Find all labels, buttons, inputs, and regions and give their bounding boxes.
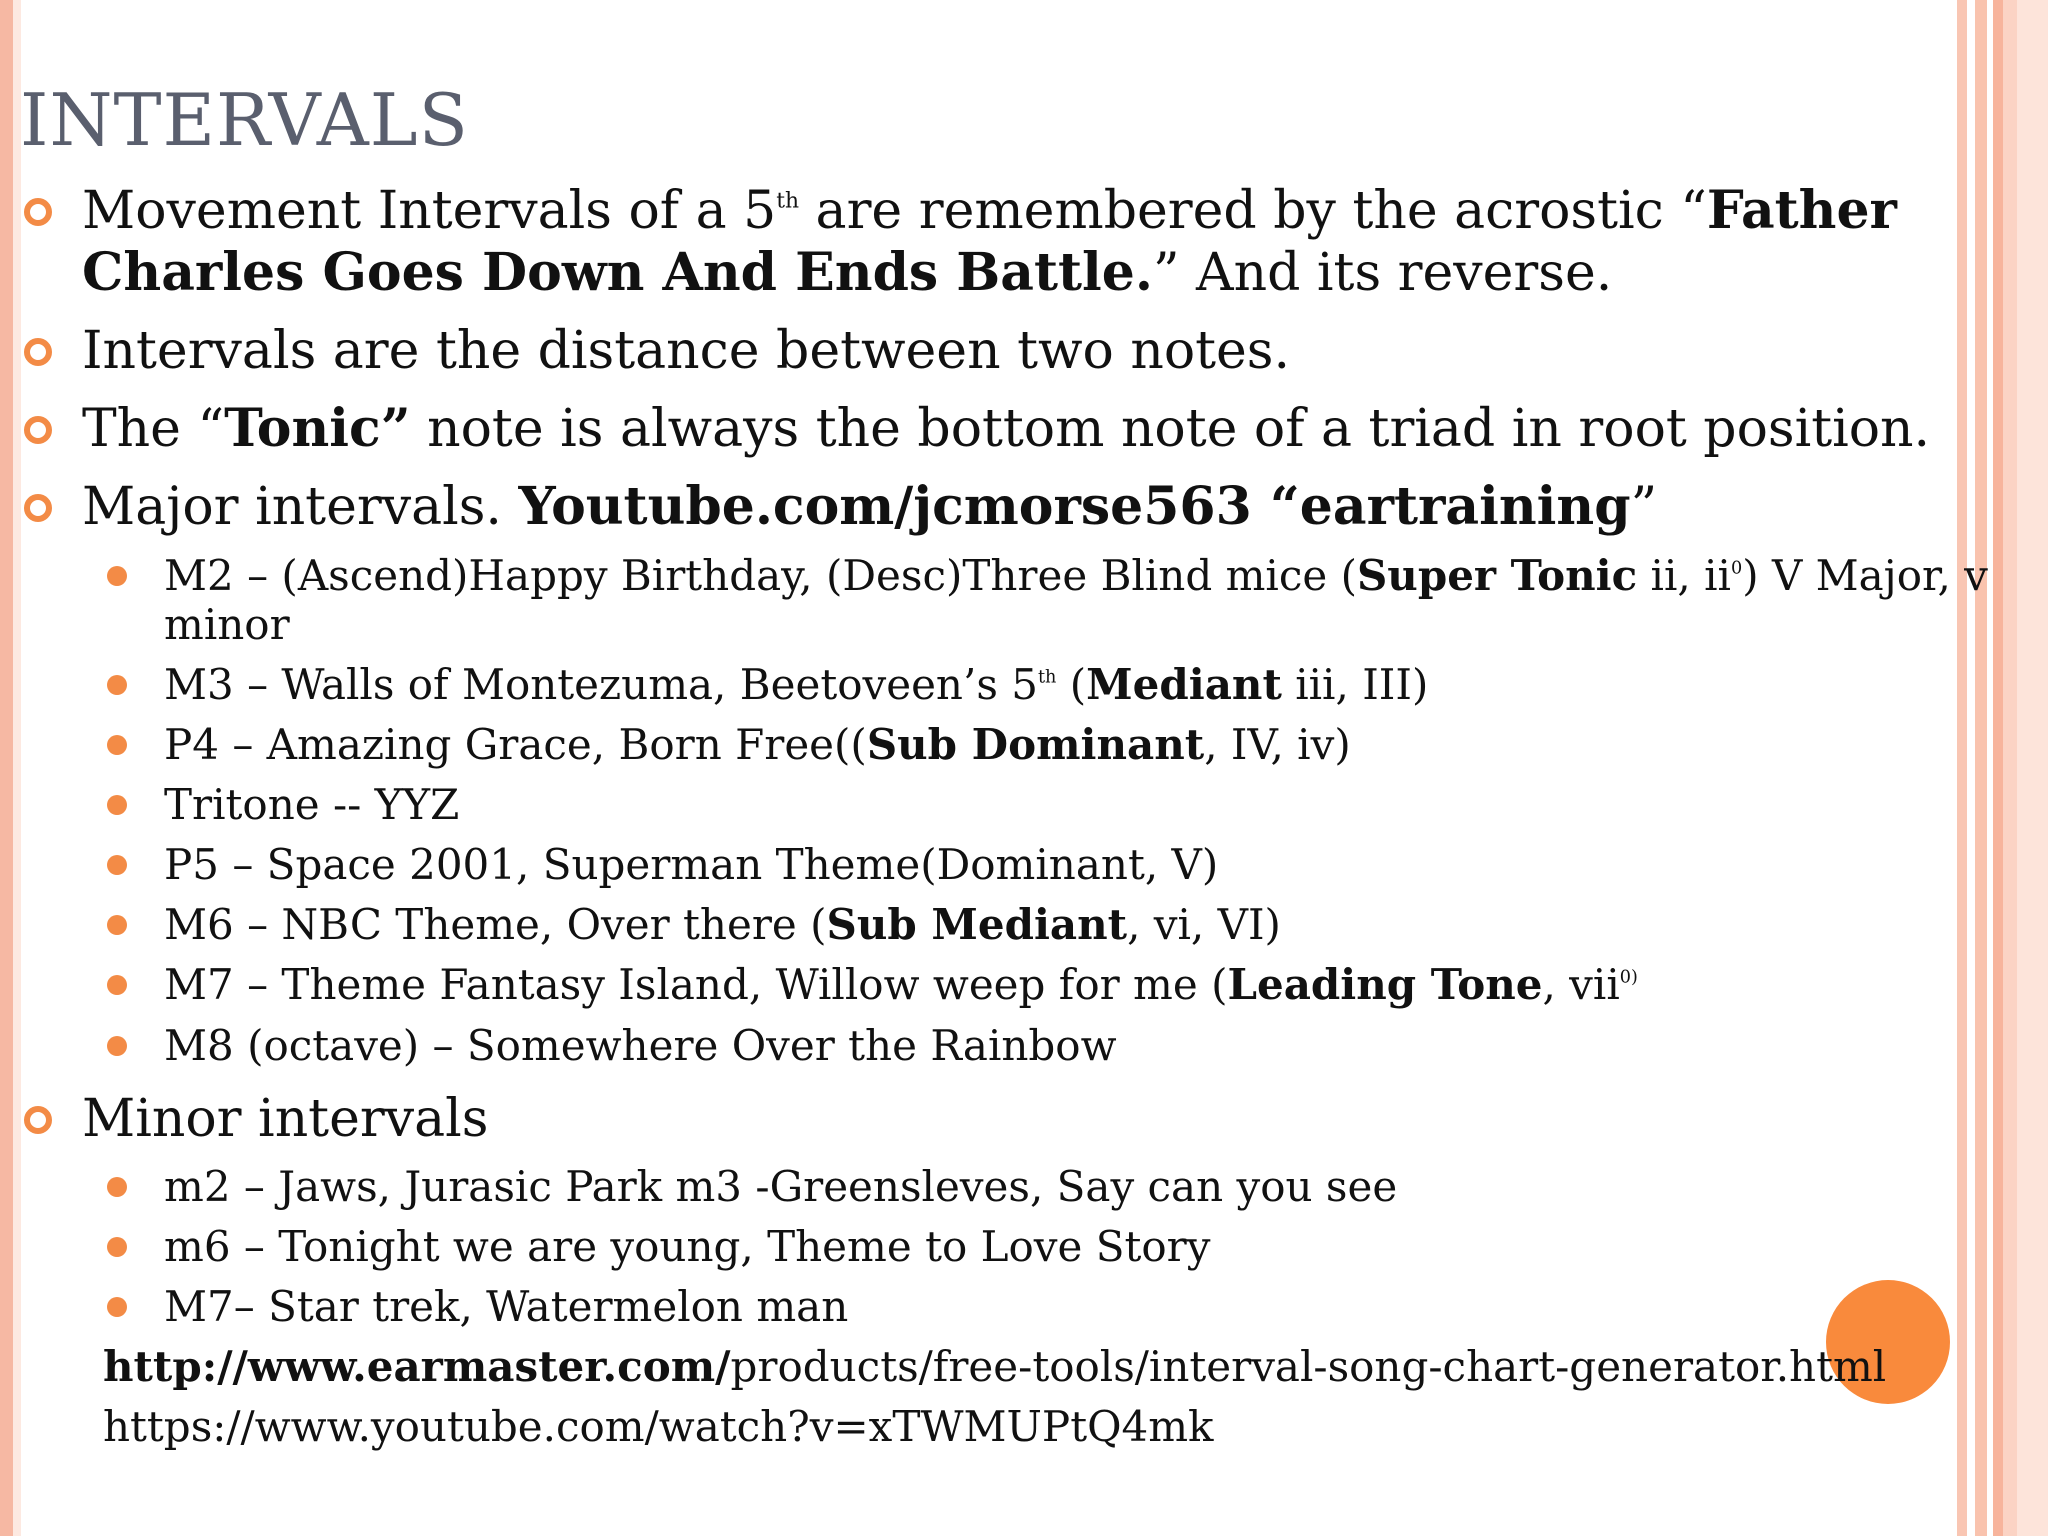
major-item-m8 <box>164 1021 1117 1071</box>
dot-bullet-icon <box>107 735 127 755</box>
right-border-stripe <box>2017 0 2048 1536</box>
dot-bullet-icon <box>107 1297 127 1317</box>
major-item-m3 <box>164 660 1428 710</box>
item-text: P5 – Space 2001, Superman Theme(Dominant, V) <box>164 840 1219 889</box>
dot-bullet-icon <box>107 975 127 995</box>
left-border-stripe <box>0 0 13 1536</box>
major-item-m7 <box>164 960 1638 1010</box>
tonic-bold: Tonic” <box>224 398 411 459</box>
bullet-text: are remembered by the acrostic “ <box>799 181 1707 241</box>
minor-item-m6 <box>164 1222 1210 1272</box>
item-bold: Sub Mediant <box>826 900 1128 949</box>
bullet-acrostic <box>82 180 1897 242</box>
ring-bullet-icon <box>24 416 52 444</box>
right-border-stripe <box>1957 0 1967 1536</box>
acrostic-bold: Charles Goes Down And Ends Battle. <box>82 242 1153 303</box>
item-text: iii, III) <box>1281 660 1429 709</box>
item-text: Tritone -- YYZ <box>164 780 460 829</box>
major-item-tritone <box>164 780 459 830</box>
item-text: m2 – Jaws, Jurasic Park m3 -Greensleves, Say can you see <box>164 1162 1398 1211</box>
item-text: M6 – NBC Theme, Over there ( <box>164 900 827 949</box>
right-border-stripe <box>2003 0 2017 1536</box>
dot-bullet-icon <box>107 675 127 695</box>
dot-bullet-icon <box>107 566 127 586</box>
bullet-tonic <box>82 398 1930 460</box>
item-text: M2 – (Ascend)Happy Birthday, (Desc)Three Blind mice ( <box>164 551 1357 600</box>
major-item-p5 <box>164 840 1218 890</box>
slide-title: INTERVALS <box>20 78 469 162</box>
dot-bullet-icon <box>107 915 127 935</box>
item-text: , IV, iv) <box>1204 720 1351 769</box>
item-bold: Leading Tone <box>1227 960 1543 1009</box>
bullet-text: Major intervals. <box>82 477 519 537</box>
left-border-stripe-inner <box>13 0 21 1536</box>
superscript: th <box>1037 667 1057 688</box>
dot-bullet-icon <box>107 855 127 875</box>
bullet-text: Intervals are the distance between two notes. <box>82 321 1291 381</box>
item-bold: Sub Dominant <box>866 720 1205 769</box>
item-text: ) V Major, v <box>1742 551 1988 600</box>
item-bold: Super Tonic <box>1356 551 1638 600</box>
major-item-p4 <box>164 720 1351 770</box>
dot-bullet-icon <box>107 795 127 815</box>
item-bold: Mediant <box>1086 660 1282 709</box>
major-item-m2 <box>164 551 1988 601</box>
item-text: minor <box>164 600 290 649</box>
ring-bullet-icon <box>24 1106 52 1134</box>
item-text: , vi, VI) <box>1127 900 1281 949</box>
link-domain-bold: http://www.earmaster.com/ <box>103 1342 731 1391</box>
bullet-definition <box>82 320 1290 382</box>
superscript: th <box>776 188 800 214</box>
right-border-stripe <box>1993 0 2003 1536</box>
bullet-minor-intervals <box>82 1088 488 1150</box>
dot-bullet-icon <box>107 1177 127 1197</box>
ring-bullet-icon <box>24 198 52 226</box>
major-item-m6 <box>164 900 1281 950</box>
item-text: P4 – Amazing Grace, Born Free(( <box>164 720 867 769</box>
bullet-text: Movement Intervals of a 5 <box>82 181 777 241</box>
bullet-text: note is always the bottom note of a triad in root position. <box>410 399 1931 459</box>
item-text: ( <box>1056 660 1087 709</box>
right-border-stripe <box>1975 0 1987 1536</box>
dot-bullet-icon <box>107 1237 127 1257</box>
minor-item-M7 <box>164 1282 848 1332</box>
item-text: M7 – Theme Fantasy Island, Willow weep for me ( <box>164 960 1228 1009</box>
right-border-gap <box>1967 0 1975 1536</box>
link-path: products/free-tools/interval-song-chart-generator.html <box>730 1342 1887 1391</box>
bullet-acrostic-continued <box>82 242 1612 304</box>
item-text: m6 – Tonight we are young, Theme to Love Story <box>164 1222 1211 1271</box>
item-text: M7– Star trek, Watermelon man <box>164 1282 849 1331</box>
acrostic-bold: Father <box>1706 180 1897 241</box>
item-text: M8 (octave) – Somewhere Over the Rainbow <box>164 1021 1117 1070</box>
ring-bullet-icon <box>24 494 52 522</box>
earmaster-link[interactable] <box>103 1342 1886 1392</box>
youtube-channel-bold: Youtube.com/jcmorse563 “eartraining <box>518 476 1631 537</box>
minor-item-m2-m3 <box>164 1162 1397 1212</box>
major-item-m2-continued <box>164 600 290 650</box>
superscript: 0 <box>1730 558 1743 579</box>
item-text: M3 – Walls of Montezuma, Beetoveen’s 5 <box>164 660 1038 709</box>
ring-bullet-icon <box>24 338 52 366</box>
bullet-text: The “ <box>82 399 225 459</box>
bullet-text: Minor intervals <box>82 1089 489 1149</box>
bullet-text: ” And its reverse. <box>1152 243 1613 303</box>
bullet-text: ” <box>1630 477 1658 537</box>
youtube-link[interactable] <box>103 1402 1214 1452</box>
superscript: 0) <box>1619 967 1638 988</box>
item-text: ii, ii <box>1637 551 1731 600</box>
dot-bullet-icon <box>107 1036 127 1056</box>
bullet-major-intervals <box>82 476 1657 538</box>
item-text: , vii <box>1542 960 1620 1009</box>
link-url: https://www.youtube.com/watch?v=xTWMUPtQ4mk <box>103 1402 1214 1451</box>
